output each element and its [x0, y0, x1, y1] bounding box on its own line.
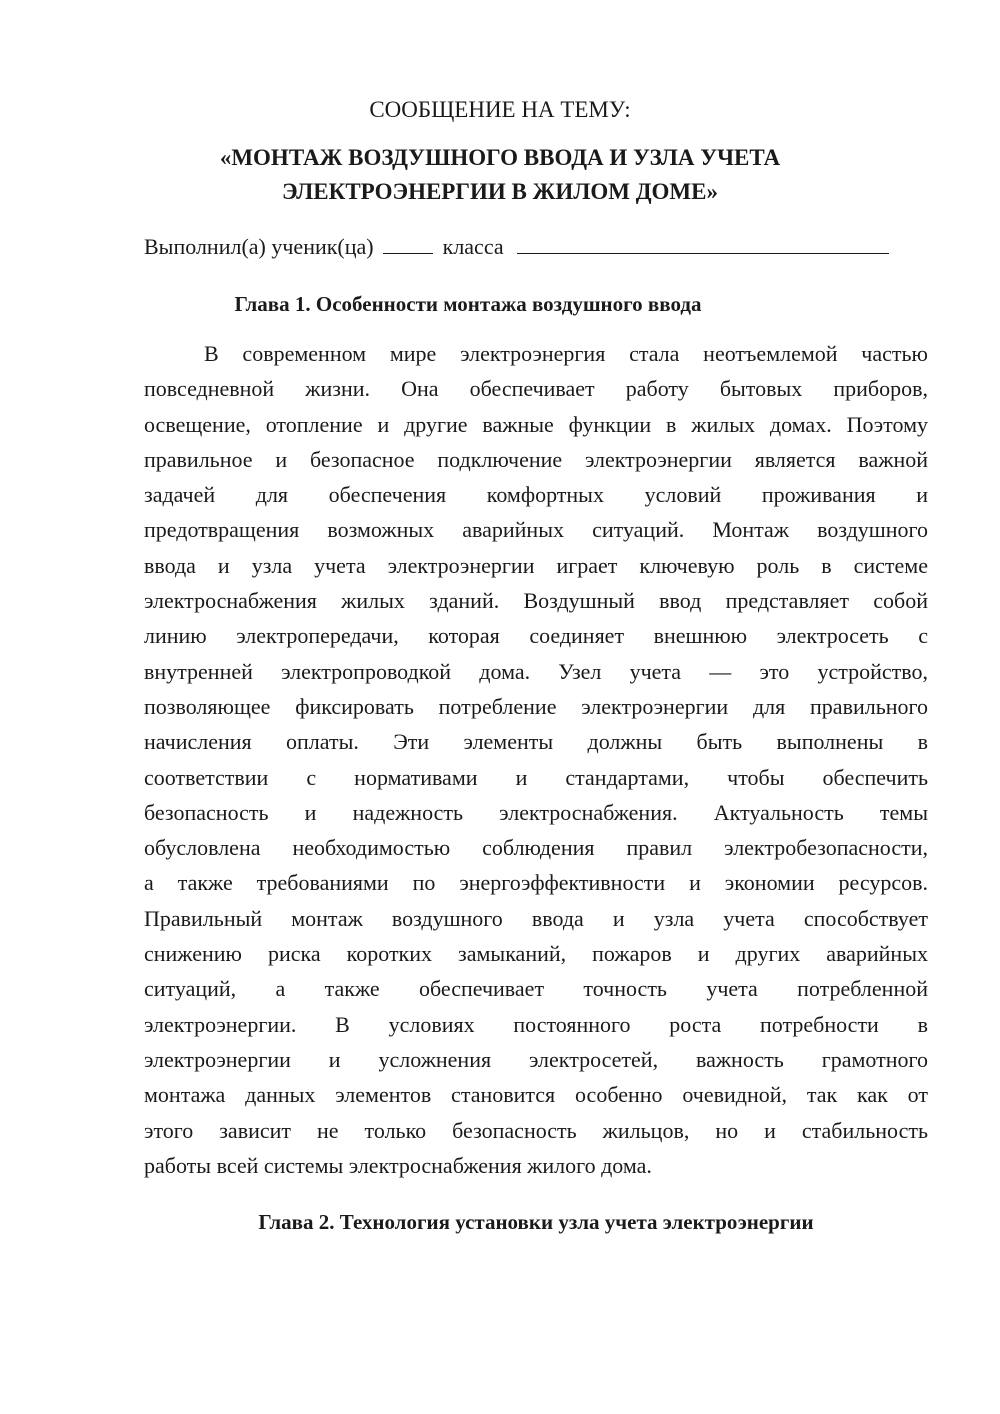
author-prefix: Выполнил(а) ученик(ца) [144, 234, 374, 259]
class-label: класса [442, 234, 504, 259]
document-title-line-2: ЭЛЕКТРОЭНЕРГИИ В ЖИЛОМ ДОМЕ» [282, 179, 718, 204]
paragraph-line: В современном мире электроэнергия стала неотъемлемой частью [204, 341, 928, 366]
chapter-1-title: Глава 1. Особенности монтажа воздушного ввода [234, 292, 702, 316]
paragraph-line: задачей для обеспечения комфортных условий проживания и [144, 482, 928, 508]
paragraph-line: электроэнергии. В условиях постоянного роста потребности в [144, 1011, 928, 1037]
paragraph-line: монтажа данных элементов становится особенно очевидной, так как от [144, 1082, 928, 1108]
paragraph-line: линию электропередачи, которая соединяет внешнюю электросеть с [144, 623, 928, 649]
paragraph-line: обусловлена необходимостью соблюдения правил электробезопасности, [144, 835, 928, 861]
paragraph-line: безопасность и надежность электроснабжения. Актуальность темы [144, 799, 928, 825]
paragraph-line: электроэнергии и усложнения электросетей, важность грамотного [144, 1046, 928, 1072]
student-name-blank [517, 233, 889, 254]
paragraph-line: снижению риска коротких замыканий, пожаров и других аварийных [144, 941, 928, 967]
paragraph-line: а также требованиями по энергоэффективности и экономии ресурсов. [144, 870, 928, 896]
paragraph-line: электроснабжения жилых зданий. Воздушный ввод представляет собой [144, 588, 928, 614]
paragraph-line: освещение, отопление и другие важные функции в жилых домах. Поэтому [144, 411, 928, 437]
paragraph-line: начисления оплаты. Эти элементы должны быть выполнены в [144, 729, 928, 755]
paragraph-line: Правильный монтаж воздушного ввода и узла учета способствует [144, 905, 928, 931]
paragraph-line: ситуаций, а также обеспечивает точность учета потребленной [144, 976, 928, 1002]
paragraph-line: работы всей системы электроснабжения жилого дома. [144, 1152, 652, 1178]
paragraph-line: правильное и безопасное подключение электроэнергии является важной [144, 446, 928, 472]
paragraph-line: повседневной жизни. Она обеспечивает работу бытовых приборов, [144, 376, 928, 402]
paragraph-line: ввода и узла учета электроэнергии играет ключевую роль в системе [144, 552, 928, 578]
chapter-1-paragraph [144, 336, 928, 1183]
document-title-line-1: «МОНТАЖ ВОЗДУШНОГО ВВОДА И УЗЛА УЧЕТА [219, 145, 781, 170]
paragraph-line: соответствии с нормативами и стандартами, чтобы обеспечить [144, 764, 928, 790]
paragraph-line: позволяющее фиксировать потребление электроэнергии для правильного [144, 693, 928, 719]
paragraph-line: внутренней электропроводкой дома. Узел учета — это устройство, [144, 658, 928, 684]
author-line [144, 233, 934, 261]
class-number-blank [383, 233, 433, 254]
paragraph-line: предотвращения возможных аварийных ситуаций. Монтаж воздушного [144, 517, 928, 543]
document-type-heading: СООБЩЕНИЕ НА ТЕМУ: [369, 97, 631, 122]
paragraph-line: этого зависит не только безопасность жильцов, но и стабильность [144, 1117, 928, 1143]
chapter-2-title: Глава 2. Технология установки узла учета электроэнергии [258, 1210, 814, 1234]
